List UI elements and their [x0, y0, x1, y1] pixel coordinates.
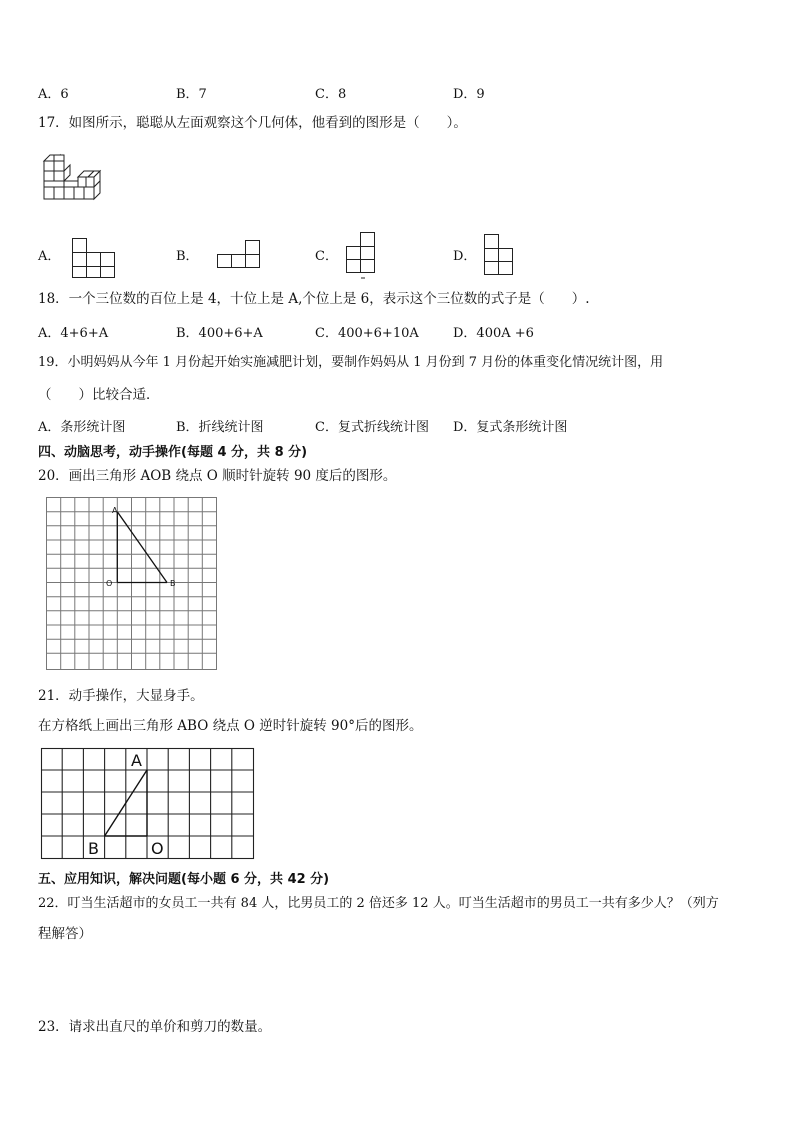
q18-option-b: B．400+6+A: [176, 326, 263, 341]
q21-grid-figure: [41, 748, 255, 860]
q20-label-a: A: [112, 506, 118, 515]
q20-label-o: O: [106, 579, 113, 588]
q19-question-line1: 19．小明妈妈从今年 1 月份起开始实施减肥计划，要制作妈妈从 1 月份到 7 月份的体重变化情况统计图，用: [38, 355, 664, 370]
q19-option-a: A．条形统计图: [38, 420, 126, 435]
q19-option-d: D．复式条形统计图: [453, 420, 568, 435]
q19-option-c: C．复式折线统计图: [315, 420, 429, 435]
q21-instruction: 在方格纸上画出三角形 ABO 绕点 O 逆时针旋转 90°后的图形。: [38, 718, 423, 734]
q20-grid-figure: [46, 497, 218, 671]
section4-title: 四、动脑思考，动手操作(每题 4 分，共 8 分): [38, 445, 308, 460]
q20-label-b: B: [170, 579, 176, 588]
q20-question: 20．画出三角形 AOB 绕点 O 顺时针旋转 90 度后的图形。: [38, 468, 397, 484]
q21-label-a: A: [131, 751, 142, 770]
q22-question-line2: 程解答）: [38, 926, 92, 942]
q17-option-b-figure: [217, 240, 261, 270]
q16-option-a: A．6: [38, 87, 69, 102]
q17-option-b-label: B．: [176, 249, 199, 264]
q17-solid-figure: [44, 155, 104, 205]
q17-option-c-label: C．: [315, 249, 338, 264]
q19-option-b: B．折线统计图: [176, 420, 264, 435]
q17-option-a-label: A．: [38, 249, 61, 264]
q19-question-line2: （ ）比较合适．: [38, 387, 160, 403]
q16-option-b: B．7: [176, 87, 207, 102]
q23-question: 23．请求出直尺的单价和剪刀的数量。: [38, 1019, 272, 1035]
q16-option-d: D．9: [453, 87, 485, 102]
q18-option-d: D．400A +6: [453, 326, 534, 341]
q16-option-c: C．8: [315, 87, 347, 102]
q21-label-b: B: [88, 839, 99, 858]
q17-option-a-figure: [72, 238, 116, 278]
q21-label-o: O: [151, 839, 164, 858]
q18-question: 18．一个三位数的百位上是 4，十位上是 A,个位上是 6，表示这个三位数的式子是（ ）.: [38, 291, 590, 307]
section5-title: 五、应用知识，解决问题(每小题 6 分，共 42 分): [38, 872, 330, 887]
q22-question-line1: 22．叮当生活超市的女员工一共有 84 人，比男员工的 2 倍还多 12 人。叮当生活超市的男员工一共有多少人？（列方: [38, 896, 719, 911]
q17-question: 17．如图所示，聪聪从左面观察这个几何体，他看到的图形是（ ）。: [38, 115, 467, 131]
q17-option-d-label: D．: [453, 249, 477, 264]
q21-title: 21．动手操作，大显身手。: [38, 688, 204, 704]
q17-option-d-figure: [484, 234, 516, 278]
q17-option-c-figure: [346, 232, 378, 280]
q18-option-a: A．4+6+A: [38, 326, 109, 341]
q18-option-c: C．400+6+10A: [315, 326, 419, 341]
